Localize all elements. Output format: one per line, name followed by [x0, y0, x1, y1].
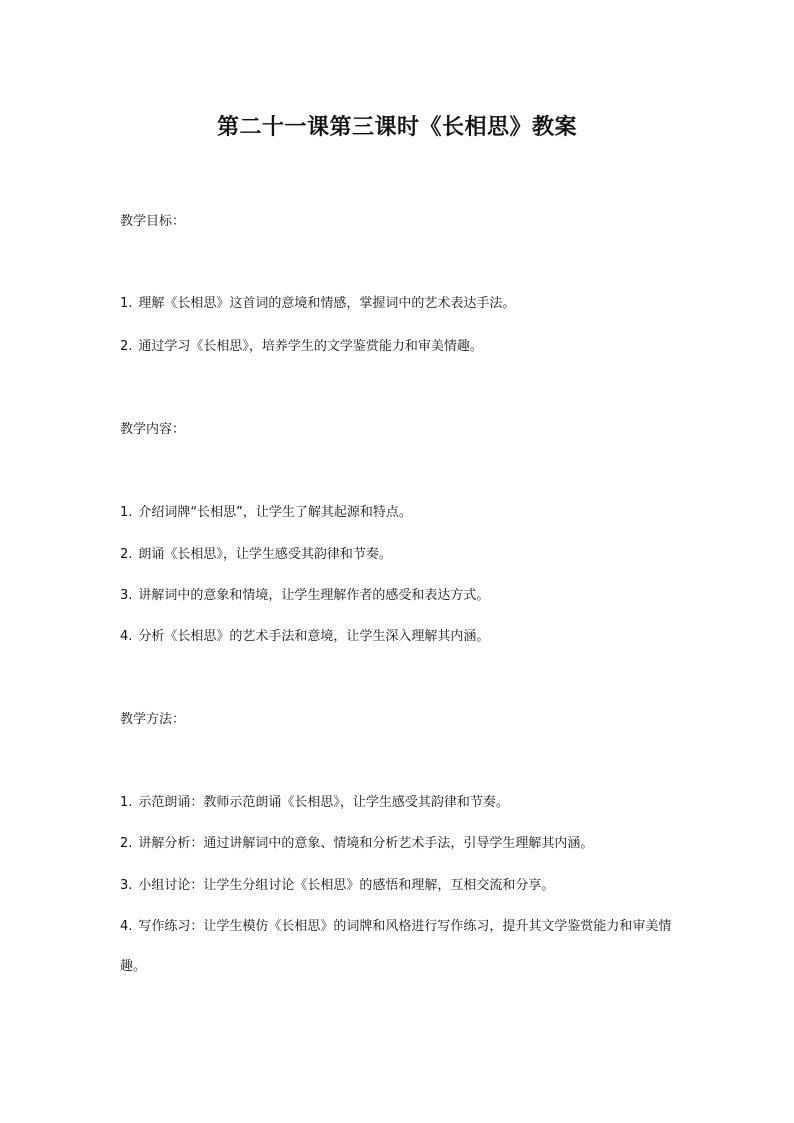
section-heading-objectives: 教学目标：	[120, 214, 186, 229]
list-item-text: 小组讨论：让学生分组讨论《长相思》的感悟和理解，互相交流和分享。	[138, 878, 555, 893]
document-title: 第二十一课第三课时《长相思》教案	[216, 115, 577, 140]
list-item-text: 理解《长相思》这首词的意境和情感，掌握词中的艺术表达手法。	[138, 296, 516, 311]
list-item-text: 示范朗诵：教师示范朗诵《长相思》，让学生感受其韵律和节奏。	[138, 795, 509, 810]
list-item-number: 4.	[120, 629, 133, 644]
list-item-text: 写作练习：让学生模仿《长相思》的词牌和风格进行写作练习，提升其文学鉴赏能力和审美情趣。	[120, 919, 672, 974]
list-item	[120, 503, 412, 523]
list-item-number: 2.	[120, 836, 133, 851]
list-item-text: 分析《长相思》的艺术手法和意境，让学生深入理解其内涵。	[138, 629, 490, 644]
list-item-number: 2.	[120, 339, 133, 354]
section-heading-methods: 教学方法：	[120, 712, 186, 727]
list-item-text: 通过学习《长相思》，培养学生的文学鉴赏能力和审美情趣。	[138, 339, 483, 354]
list-item-text: 朗诵《长相思》，让学生感受其韵律和节奏。	[138, 547, 392, 562]
list-item-number: 3.	[120, 878, 133, 893]
list-item	[120, 907, 680, 987]
list-item	[120, 337, 483, 357]
list-item	[120, 793, 509, 813]
list-item-number: 1.	[120, 505, 133, 520]
list-item-number: 1.	[120, 795, 133, 810]
list-item	[120, 627, 489, 647]
list-item	[120, 294, 515, 314]
list-item-text: 讲解分析：通过讲解词中的意象、情境和分析艺术手法，引导学生理解其内涵。	[138, 836, 594, 851]
list-item	[120, 586, 489, 606]
list-item	[120, 545, 392, 565]
list-item-text: 讲解词中的意象和情境，让学生理解作者的感受和表达方式。	[138, 588, 490, 603]
list-item-number: 4.	[120, 919, 133, 934]
list-item-number: 1.	[120, 296, 133, 311]
list-item-number: 3.	[120, 588, 133, 603]
list-item	[120, 834, 593, 854]
section-heading-content: 教学内容：	[120, 422, 186, 437]
list-item-number: 2.	[120, 547, 133, 562]
list-item-text: 介绍词牌“长相思”，让学生了解其起源和特点。	[138, 505, 412, 520]
list-item	[120, 876, 554, 896]
